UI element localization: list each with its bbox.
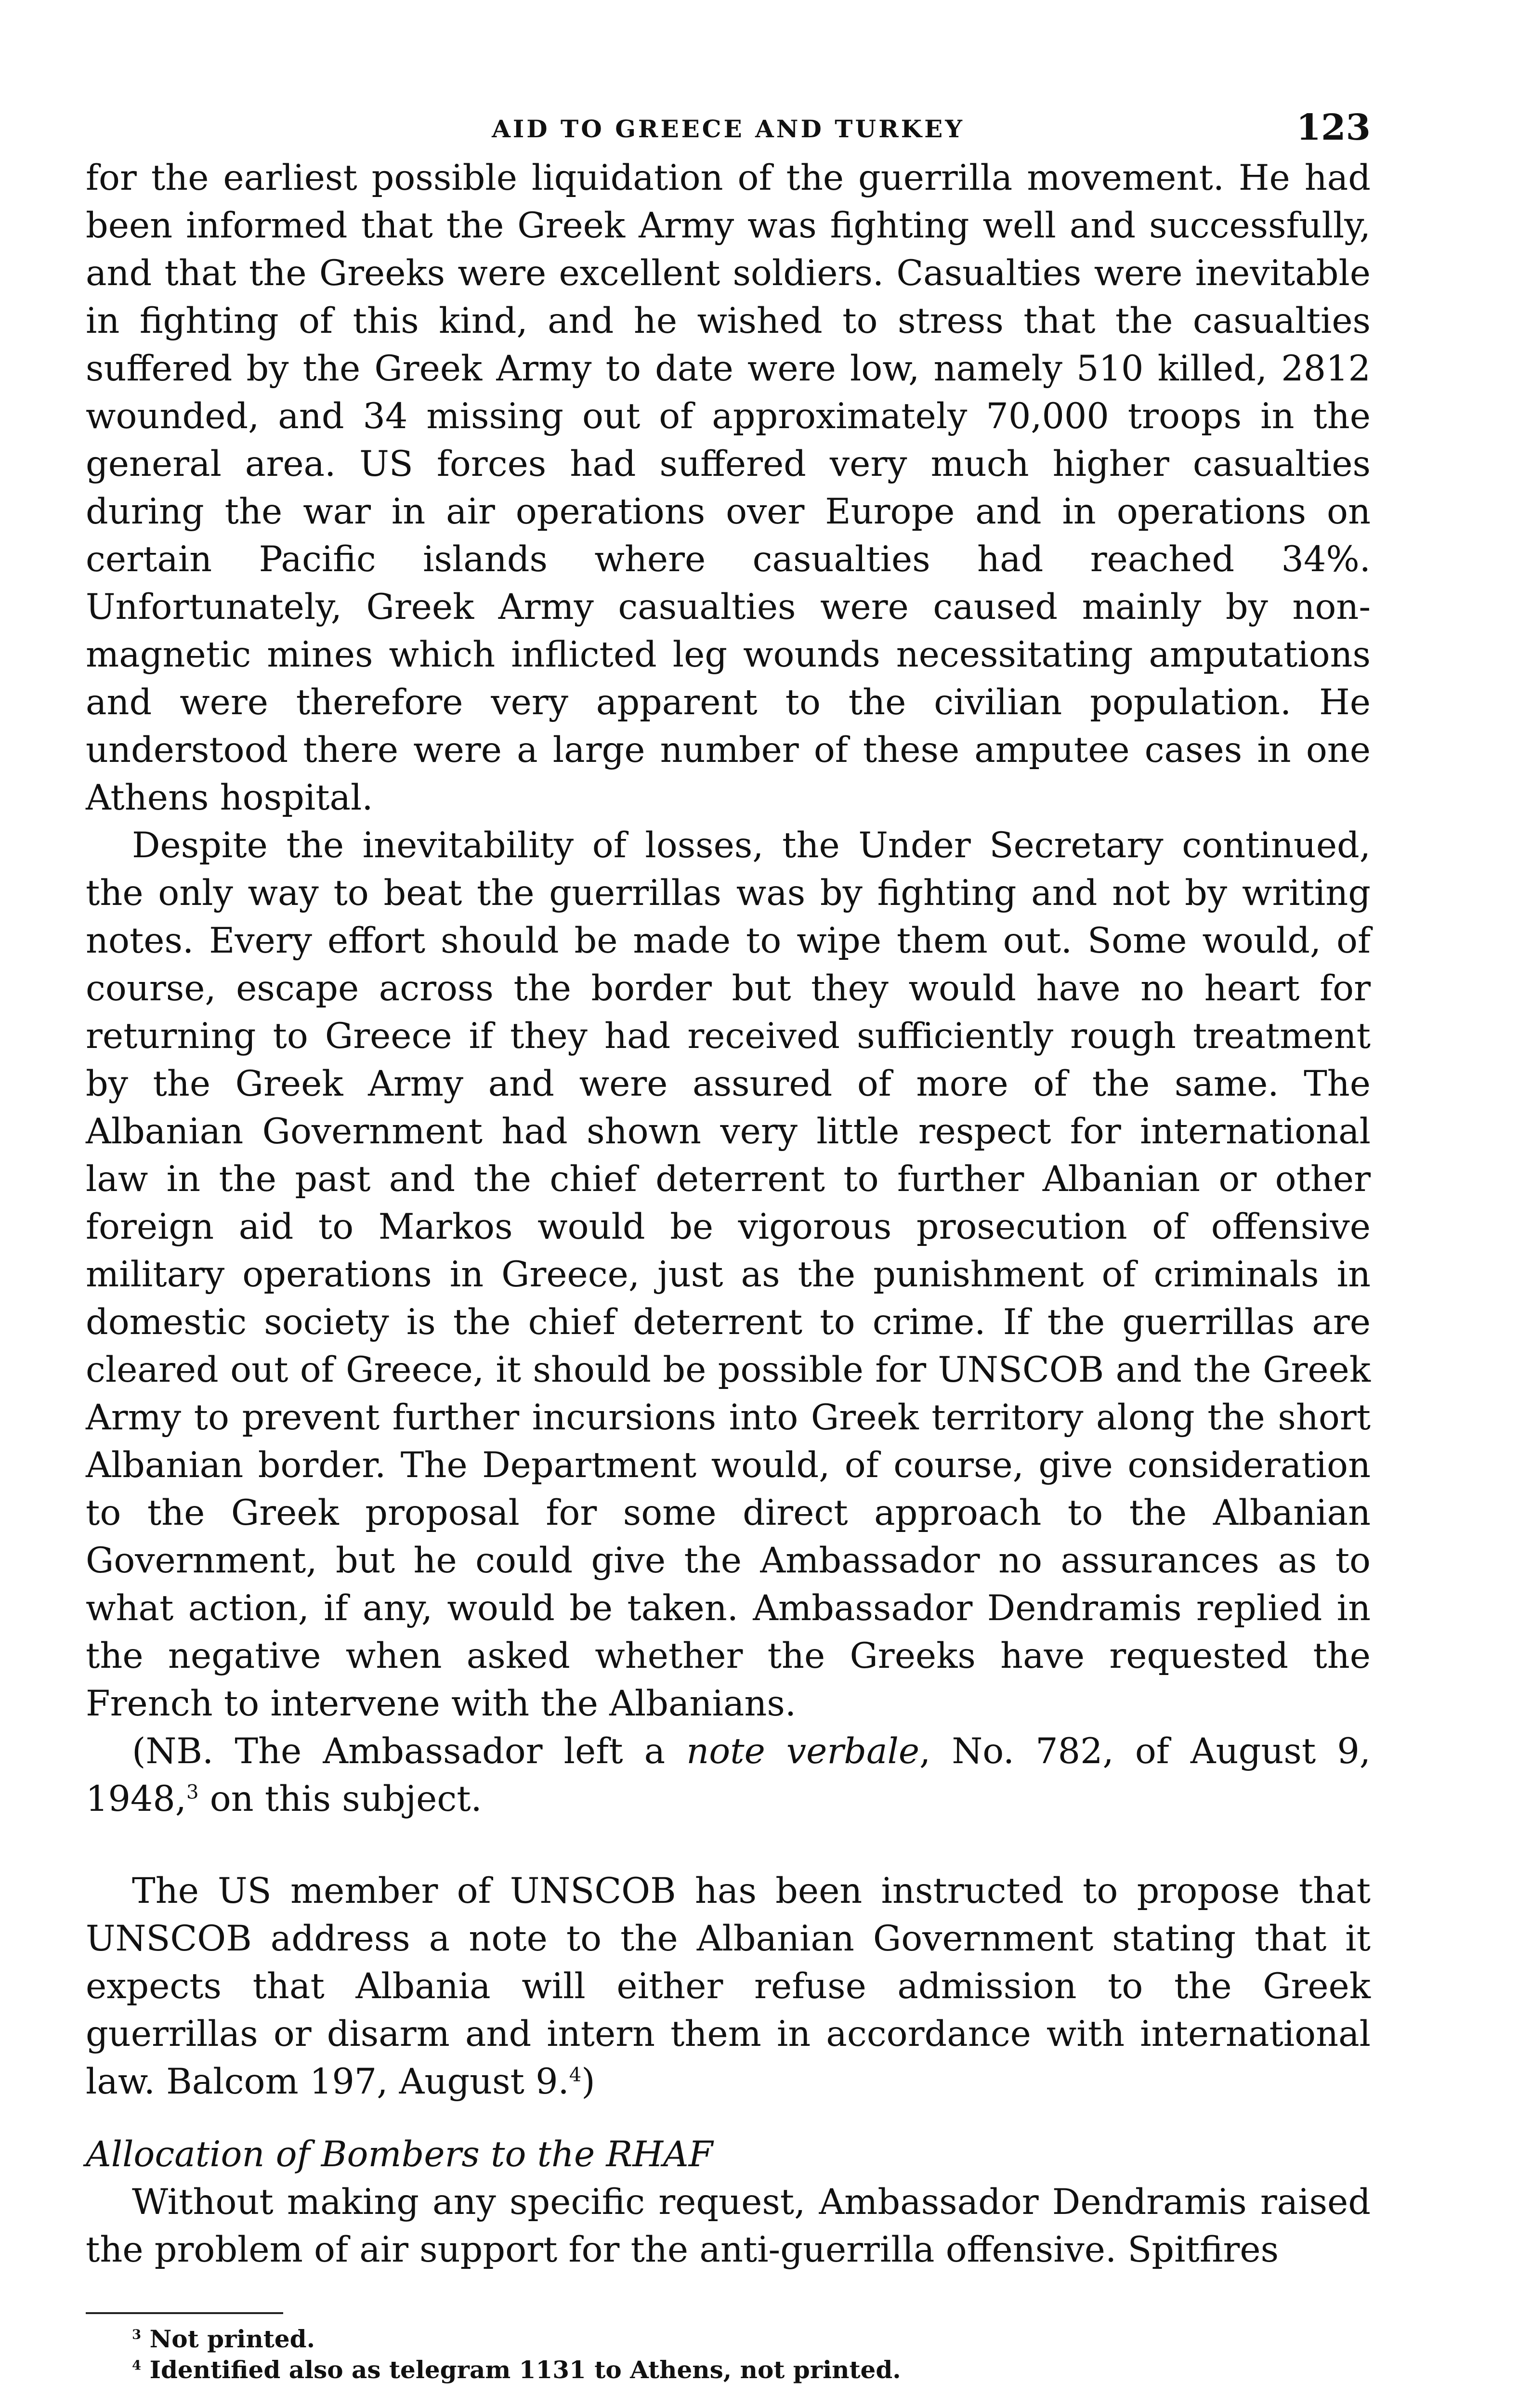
footnote-ref-3: 3 (186, 1781, 199, 1804)
footnote-3 (86, 2324, 1371, 2355)
page-number: 123 (1296, 107, 1371, 148)
paragraph-3-italic: note verbale (686, 1731, 920, 1772)
paragraph-3-text-c: on this subject. (198, 1779, 482, 1819)
paragraph-3 (86, 1727, 1371, 1823)
document-page (86, 96, 1371, 2385)
paragraph-3-text-a: (NB. The Ambassador left a (132, 1731, 687, 1772)
paragraph-4 (86, 1867, 1371, 2106)
footnote-ref-4: 4 (569, 2064, 582, 2086)
paragraph-4-text: The US member of UNSCOB has been instructed to propose that UNSCOB address a note to the Albanian Government stating that it expects that Albania will either refuse admission to the Greek guerrillas or disarm and intern them in accordance with international law. Balcom 197, August 9. (86, 1871, 1371, 2102)
body-text (86, 154, 1371, 2274)
footnote-divider (86, 2312, 283, 2314)
footnote-text-4: Identified also as telegram 1131 to Athens, not printed. (149, 2356, 901, 2384)
paragraph-5: Without making any specific request, Ambassador Dendramis raised the problem of air support for the anti-guerrilla offensive. Spitfires (86, 2182, 1371, 2270)
footnote-4 (86, 2355, 1371, 2385)
footnote-marker-4: 4 (132, 2357, 142, 2373)
paragraph-4-close: ) (581, 2061, 595, 2102)
footnotes (86, 2324, 1371, 2385)
footnote-marker-3: 3 (132, 2327, 142, 2343)
paragraph-3-text-b: , No. 782, of August 9, 1948, (86, 1731, 1371, 1819)
paragraph-2: Despite the inevitability of losses, the Under Secretary continued, the only way to beat the guerrillas was by fighting and not by writing notes. Every effort should be made to wipe them out. Some would, of course, escape across the border but they would have no heart for returning to Greece if they had received sufficiently rough treatment by the Greek Army and were assured of more of the same. The Albanian Government had shown very little respect for international law in the past and the chief deterrent to further Albanian or other foreign aid to Markos would be vigorous prosecution of offensive military operations in Greece, just as the punishment of criminals in domestic society is the chief deterrent to crime. If the guerrillas are cleared out of Greece, it should be possible for UNSCOB and the Greek Army to prevent further incursions into Greek territory along the short Albanian border. The Department would, of course, give consideration to the Greek proposal for some direct approach to the Albanian Government, but he could give the Ambassador no assurances as to what action, if any, would be taken. Ambassador Dendramis replied in the negative when asked whether the Greeks have requested the French to intervene with the Albanians. (86, 825, 1371, 1724)
footnote-text-3: Not printed. (149, 2325, 315, 2353)
running-title: AID TO GREECE AND TURKEY (492, 115, 965, 143)
paragraph-1: for the earliest possible liquidation of the guerrilla movement. He had been informed that the Greek Army was fighting well and successfully, and that the Greeks were excellent soldiers. Casualties were inevitable in fighting of this kind, and he wished to stress that the casualties suffered by the Greek Army to date were low, namely 510 killed, 2812 wounded, and 34 missing out of approximately 70,000 troops in the general area. US forces had suffered very much higher casualties during the war in air operations over Europe and in operations on certain Pacific islands where casualties had reached 34%. Unfortunately, Greek Army casualties were caused mainly by non-magnetic mines which inflicted leg wounds necessitating amputations and were therefore very apparent to the civilian population. He understood there were a large number of these amputee cases in one Athens hospital. (86, 157, 1371, 818)
running-header (86, 96, 1371, 154)
section-heading: Allocation of Bombers to the RHAF (86, 2134, 713, 2175)
